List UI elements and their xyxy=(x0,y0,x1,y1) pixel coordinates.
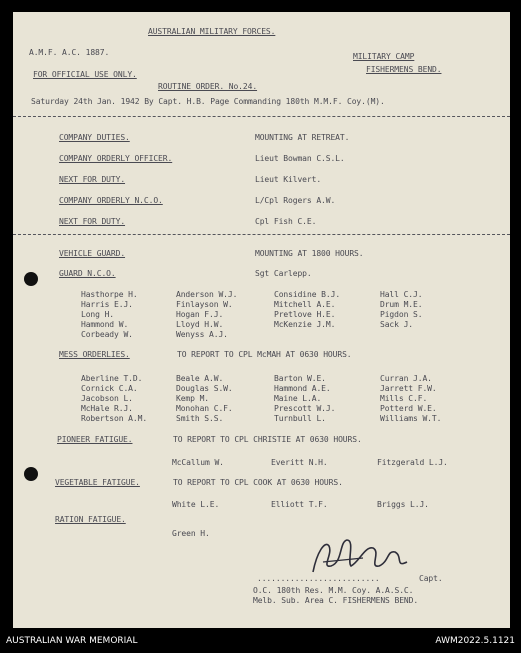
roster-name: Mitchell A.E. xyxy=(274,300,336,309)
signatory-area: Melb. Sub. Area C. FISHERMENS BEND. xyxy=(253,596,419,605)
roster-name: Williams W.T. xyxy=(380,414,442,423)
roster-name: Aberline T.D. xyxy=(81,374,143,383)
roster-name: Drum M.E. xyxy=(380,300,423,309)
roster-name: Turnbull L. xyxy=(274,414,326,423)
roster-name: Smith S.S. xyxy=(176,414,224,423)
signature-dots: .......................... xyxy=(257,574,380,583)
duty-label: COMPANY ORDERLY N.C.O. xyxy=(59,196,163,205)
roster-name: Kemp M. xyxy=(176,394,210,403)
divider xyxy=(13,234,510,235)
roster-name: Elliott T.F. xyxy=(271,500,328,509)
roster-name: McCallum W. xyxy=(172,458,224,467)
divider xyxy=(13,116,510,117)
order-title: ROUTINE ORDER. No.24. xyxy=(158,82,258,91)
org-heading: AUSTRALIAN MILITARY FORCES. xyxy=(148,27,276,36)
vegetable-fatigue-label: VEGETABLE FATIGUE. xyxy=(55,478,140,487)
vegetable-fatigue-value: TO REPORT TO CPL COOK AT 0630 HOURS. xyxy=(173,478,343,487)
punch-hole xyxy=(24,467,38,481)
roster-name: Pigdon S. xyxy=(380,310,423,319)
duty-value: L/Cpl Rogers A.W. xyxy=(255,196,336,205)
roster-name: Lloyd H.W. xyxy=(176,320,224,329)
roster-name: Jacobson L. xyxy=(81,394,133,403)
roster-name: Hammond A.E. xyxy=(274,384,331,393)
ration-fatigue-label: RATION FATIGUE. xyxy=(55,515,126,524)
roster-name: Long H. xyxy=(81,310,115,319)
signatory-rank: Capt. xyxy=(419,574,443,583)
duty-value: MOUNTING AT RETREAT. xyxy=(255,133,350,142)
signatory-unit: O.C. 180th Res. M.M. Coy. A.A.S.C. xyxy=(253,586,414,595)
date-line: Saturday 24th Jan. 1942 By Capt. H.B. Page Commanding 180th M.M.F. Coy.(M). xyxy=(31,97,385,106)
duty-label: NEXT FOR DUTY. xyxy=(59,217,126,226)
pioneer-fatigue-label: PIONEER FATIGUE. xyxy=(57,435,133,444)
duty-value: Lieut Kilvert. xyxy=(255,175,322,184)
mess-orderlies-label: MESS ORDERLIES. xyxy=(59,350,130,359)
roster-name: Green H. xyxy=(172,529,210,538)
roster-name: Barton W.E. xyxy=(274,374,326,383)
document-page xyxy=(13,12,510,628)
pioneer-fatigue-value: TO REPORT TO CPL CHRISTIE AT 0630 HOURS. xyxy=(173,435,362,444)
roster-name: Wenyss A.J. xyxy=(176,330,228,339)
guard-nco-label: GUARD N.C.O. xyxy=(59,269,116,278)
roster-name: Fitzgerald L.J. xyxy=(377,458,448,467)
roster-name: Hogan F.J. xyxy=(176,310,224,319)
roster-name: Douglas S.W. xyxy=(176,384,233,393)
roster-name: Considine B.J. xyxy=(274,290,341,299)
mess-orderlies-value: TO REPORT TO CPL McMAH AT 0630 HOURS. xyxy=(177,350,352,359)
punch-hole xyxy=(24,272,38,286)
archive-name: AUSTRALIAN WAR MEMORIAL xyxy=(6,636,138,646)
duty-label: NEXT FOR DUTY. xyxy=(59,175,126,184)
roster-name: Hammond W. xyxy=(81,320,129,329)
roster-name: Hasthorpe H. xyxy=(81,290,138,299)
roster-name: Harris E.J. xyxy=(81,300,133,309)
guard-nco-value: Sgt Carlepp. xyxy=(255,269,312,278)
roster-name: Corbeady W. xyxy=(81,330,133,339)
vehicle-guard-value: MOUNTING AT 1800 HOURS. xyxy=(255,249,364,258)
roster-name: Maine L.A. xyxy=(274,394,322,403)
roster-name: Cornick C.A. xyxy=(81,384,138,393)
roster-name: Pretlove H.E. xyxy=(274,310,336,319)
duty-label: COMPANY DUTIES. xyxy=(59,133,130,142)
roster-name: Hall C.J. xyxy=(380,290,423,299)
camp-location: FISHERMENS BEND. xyxy=(366,65,442,74)
roster-name: Potterd W.E. xyxy=(380,404,437,413)
duty-value: Cpl Fish C.E. xyxy=(255,217,317,226)
roster-name: Curran J.A. xyxy=(380,374,432,383)
roster-name: Monohan C.F. xyxy=(176,404,233,413)
roster-name: McKenzie J.M. xyxy=(274,320,336,329)
roster-name: Anderson W.J. xyxy=(176,290,238,299)
roster-name: Finlayson W. xyxy=(176,300,233,309)
roster-name: Robertson A.M. xyxy=(81,414,148,423)
duty-value: Lieut Bowman C.S.L. xyxy=(255,154,345,163)
vehicle-guard-label: VEHICLE GUARD. xyxy=(59,249,126,258)
duty-label: COMPANY ORDERLY OFFICER. xyxy=(59,154,173,163)
roster-name: Everitt N.H. xyxy=(271,458,328,467)
archive-footer xyxy=(0,628,521,653)
roster-name: Sack J. xyxy=(380,320,414,329)
roster-name: McHale R.J. xyxy=(81,404,133,413)
archive-reference: AWM2022.5.1121 xyxy=(435,636,515,646)
official-use-note: FOR OFFICIAL USE ONLY. xyxy=(33,70,137,79)
roster-name: Jarrett F.W. xyxy=(380,384,437,393)
roster-name: White L.E. xyxy=(172,500,220,509)
camp-name: MILITARY CAMP xyxy=(353,52,415,61)
roster-name: Beale A.W. xyxy=(176,374,224,383)
roster-name: Briggs L.J. xyxy=(377,500,429,509)
file-reference: A.M.F. A.C. 1887. xyxy=(29,48,110,57)
roster-name: Mills C.F. xyxy=(380,394,428,403)
roster-name: Prescott W.J. xyxy=(274,404,336,413)
